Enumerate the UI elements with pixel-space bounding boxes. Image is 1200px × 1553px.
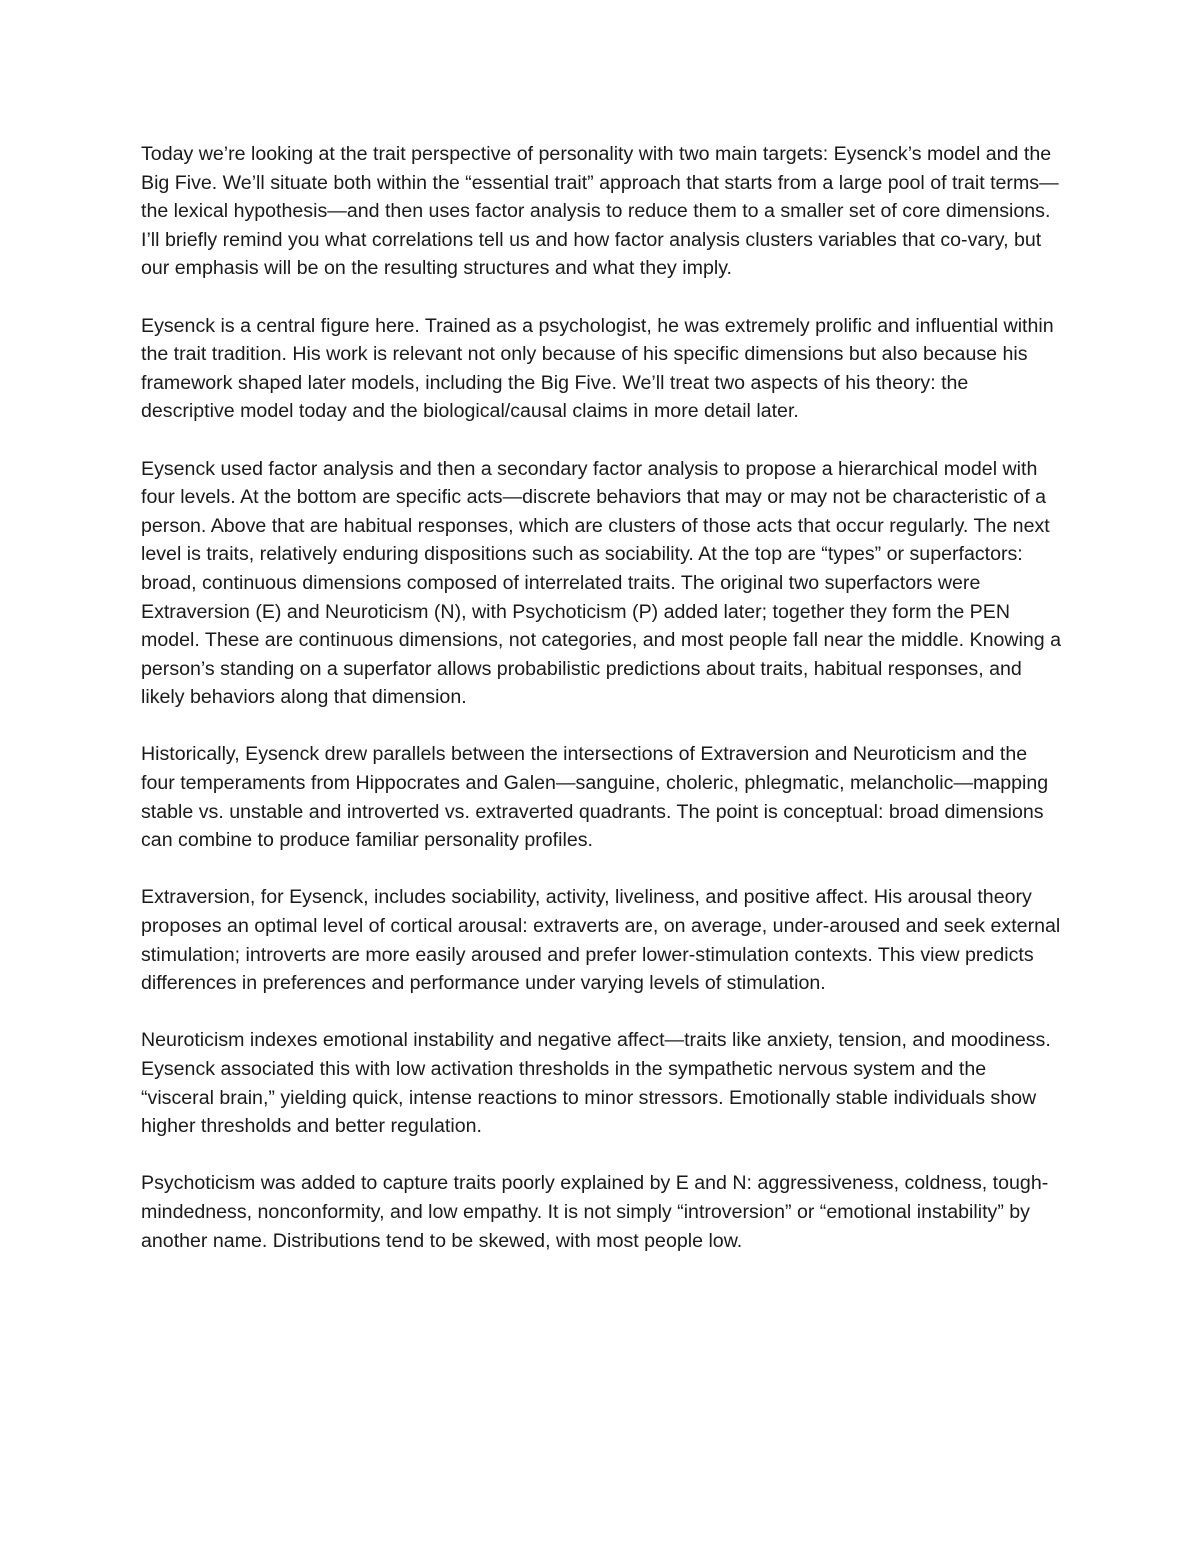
paragraph-hierarchical-model: Eysenck used factor analysis and then a secondary factor analysis to propose a hierarchical model with four levels. At the bottom are specific acts—discrete behaviors that may or may not be characteristic of a person. Above that are habitual responses, which are clusters of those acts that occur regularly. The next level is traits, relatively enduring dispositions such as sociability. At the top are “types” or superfactors: broad, continuous dimensions composed of interrelated traits. The original two superfactors were Extraversion (E) and Neuroticism (N), with Psychoticism (P) added later; together they form the PEN model. These are continuous dimensions, not categories, and most people fall near the middle. Knowing a person’s standing on a superfator allows probabilistic predictions about traits, habitual responses, and likely behaviors along that dimension. (141, 457, 1062, 709)
paragraph-psychoticism: Psychoticism was added to capture traits poorly explained by E and N: aggressiveness, coldness, tough-mindedness, nonconformity, and low empathy. It is not simply “introversion” or “emotional instability” by another name. Distributions tend to be skewed, with most people low. (141, 1172, 1049, 1252)
paragraph-intro: Today we’re looking at the trait perspective of personality with two main targets: Eysenck’s model and the Big Five. We’ll situate both within the “essential trait” approach that starts from a large pool of trait terms—the lexical hypothesis—and then uses factor analysis to reduce them to a smaller set of core dimensions. I’ll briefly remind you what correlations tell us and how factor analysis clusters variables that co-vary, but our emphasis will be on the resulting structures and what they imply. (141, 143, 1059, 280)
paragraph-extraversion: Extraversion, for Eysenck, includes sociability, activity, liveliness, and positive affect. His arousal theory proposes an optimal level of cortical arousal: extraverts are, on average, under-aroused and seek external stimulation; introverts are more easily aroused and prefer lower-stimulation contexts. This view predicts differences in preferences and performance under varying levels of stimulation. (141, 886, 1061, 995)
paragraph-temperaments: Historically, Eysenck drew parallels between the intersections of Extraversion and Neuroticism and the four temperaments from Hippocrates and Galen—sanguine, choleric, phlegmatic, melancholic—mapping stable vs. unstable and introverted vs. extraverted quadrants. The point is conceptual: broad dimensions can combine to produce familiar personality profiles. (141, 743, 1049, 852)
document-body (141, 140, 1063, 1284)
paragraph-neuroticism: Neuroticism indexes emotional instability and negative affect—traits like anxiety, tension, and moodiness. Eysenck associated this with low activation thresholds in the sympathetic nervous system and the “visceral brain,” yielding quick, intense reactions to minor stressors. Emotionally stable individuals show higher thresholds and better regulation. (141, 1029, 1051, 1138)
paragraph-eysenck-background: Eysenck is a central figure here. Trained as a psychologist, he was extremely prolific and influential within the trait tradition. His work is relevant not only because of his specific dimensions but also because his framework shaped later models, including the Big Five. We’ll treat two aspects of his theory: the descriptive model today and the biological/causal claims in more detail later. (141, 314, 1054, 423)
